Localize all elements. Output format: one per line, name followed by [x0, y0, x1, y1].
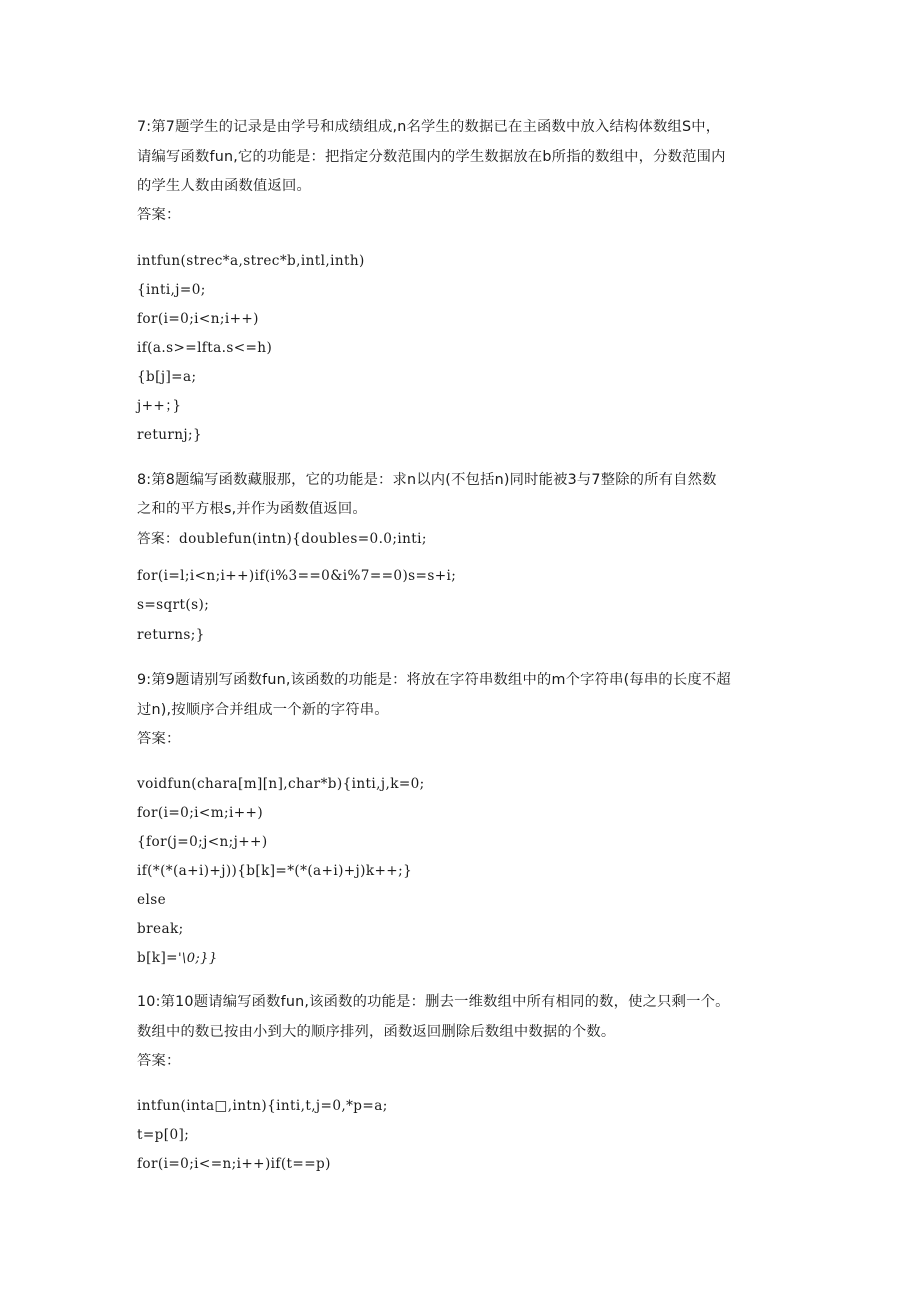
- q9-code-line: {for(j=0;j<n;j++): [137, 834, 268, 850]
- q7-title-line-1: 7:第7题学生的记录是由学号和成绩组成,n名学生的数据已在主函数中放入结构体数组S中，: [137, 119, 721, 135]
- q7-code-line: j++；}: [137, 398, 182, 414]
- q9-answer-label: 答案：: [137, 731, 181, 747]
- q10-title-line-1: 10:第10题请编写函数fun,该函数的功能是：删去一维数组中所有相同的数，使之只剩一个。: [137, 994, 730, 1010]
- q9-code-line: break;: [137, 921, 184, 937]
- q10-answer-label: 答案：: [137, 1053, 181, 1069]
- q8-title-line-1: 8:第8题编写函数藏服那，它的功能是：求n以内(不包括n)同时能被3与7整除的所有自然数: [137, 472, 717, 488]
- q9-code-line: for(i=0;i<m;i++): [137, 805, 264, 821]
- q9-code-line: if(*(*(a+i)+j)){b[k]=*(*(a+i)+j)k++;}: [137, 863, 413, 879]
- q7-code-line: returnj;}: [137, 427, 203, 443]
- q9-title-line-2: 过n),按顺序合并组成一个新的字符串。: [137, 702, 389, 718]
- q9-code-handwritten: '\0;}}: [177, 951, 218, 966]
- q7-code-line: for(i=0;i<n;i++): [137, 311, 259, 327]
- q8-code-line: returns;}: [137, 627, 205, 643]
- q10-title-line-2: 数组中的数已按由小到大的顺序排列，函数返回删除后数组中数据的个数。: [137, 1024, 616, 1040]
- q9-code-prefix: b[k]=: [137, 950, 178, 966]
- q8-title-line-2: 之和的平方根s,并作为函数值返回。: [137, 501, 367, 517]
- q7-code-line: if(a.s>=lfta.s<=h): [137, 340, 273, 356]
- q8-answer-line: 答案：doublefun(intn){doubles=0.0;inti;: [137, 531, 427, 547]
- q8-code-line: s=sqrt(s);: [137, 597, 210, 613]
- q9-title-line-1: 9:第9题请别写函数fun,该函数的功能是：将放在字符串数组中的m个字符串(每串的长度不超: [137, 672, 731, 688]
- q7-title-line-3: 的学生人数由函数值返回。: [137, 178, 311, 194]
- q7-code-line: {inti,j=0;: [137, 282, 206, 298]
- q9-code-line: else: [137, 892, 167, 908]
- q7-title-line-2: 请编写函数fun,它的功能是：把指定分数范围内的学生数据放在b所指的数组中，分数范围内: [137, 149, 726, 165]
- q9-code-line: voidfun(chara[m][n],char*b){inti,j,k=0;: [137, 776, 425, 792]
- q7-answer-label: 答案：: [137, 207, 181, 223]
- q7-code-line: intfun(strec*a,strec*b,intl,inth): [137, 253, 365, 269]
- q10-code-line: intfun(inta□,intn){inti,t,j=0,*p=a;: [137, 1098, 388, 1114]
- q8-code-line: for(i=l;i<n;i++)if(i%3==0&i%7==0)s=s+i;: [137, 568, 457, 584]
- q10-code-line: t=p[0];: [137, 1127, 190, 1143]
- q10-code-line: for(i=0;i<=n;i++)if(t==p): [137, 1156, 331, 1172]
- q9-code-line-last: [137, 949, 217, 968]
- q7-code-line: {b[j]=a;: [137, 369, 197, 385]
